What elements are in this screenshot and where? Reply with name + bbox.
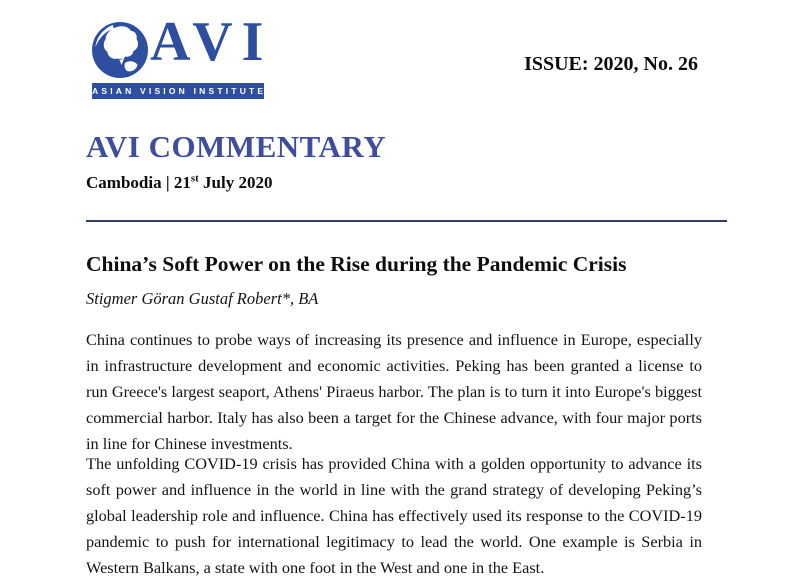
dateline-suffix: July 2020 — [198, 173, 273, 192]
separator-rule — [86, 220, 727, 222]
dateline-prefix: Cambodia | 21 — [86, 173, 191, 192]
dateline-superscript: st — [190, 172, 199, 185]
article-author: Stigmer Göran Gustaf Robert*, BA — [86, 289, 319, 308]
article-paragraph: The unfolding COVID-19 crisis has provided China with a golden opportunity to advance its soft power and influence in the world in line with the grand strategy of developing Peking’s global leadership role and influence. China has effectively used its response to the COVID-19 pandemic to push for international legitimacy to lead the world. One example is Serbia in Western Balkans, a state with one foot in the West and one in the East. — [86, 454, 702, 577]
globe-icon — [90, 20, 150, 80]
avi-logo — [90, 11, 273, 100]
masthead-title: AVI COMMENTARY — [86, 129, 387, 164]
dateline — [86, 173, 272, 193]
article-title: China’s Soft Power on the Rise during the Pandemic Crisis — [86, 252, 627, 276]
logo-acronym: AVI — [150, 11, 273, 73]
article-paragraph: China continues to probe ways of increasing its presence and influence in Europe, especially in infrastructure development and economic activities. Peking has been granted a license to run Greece's largest seaport, Athens' Piraeus harbor. The plan is to turn it into Europe's biggest commercial harbor. Italy has also been a target for the Chinese advance, with four major ports in line for Chinese investments. — [86, 330, 702, 453]
issue-label: ISSUE: 2020, No. 26 — [524, 53, 698, 75]
logo-tagline-bar: ASIAN VISION INSTITUTE — [92, 83, 264, 99]
